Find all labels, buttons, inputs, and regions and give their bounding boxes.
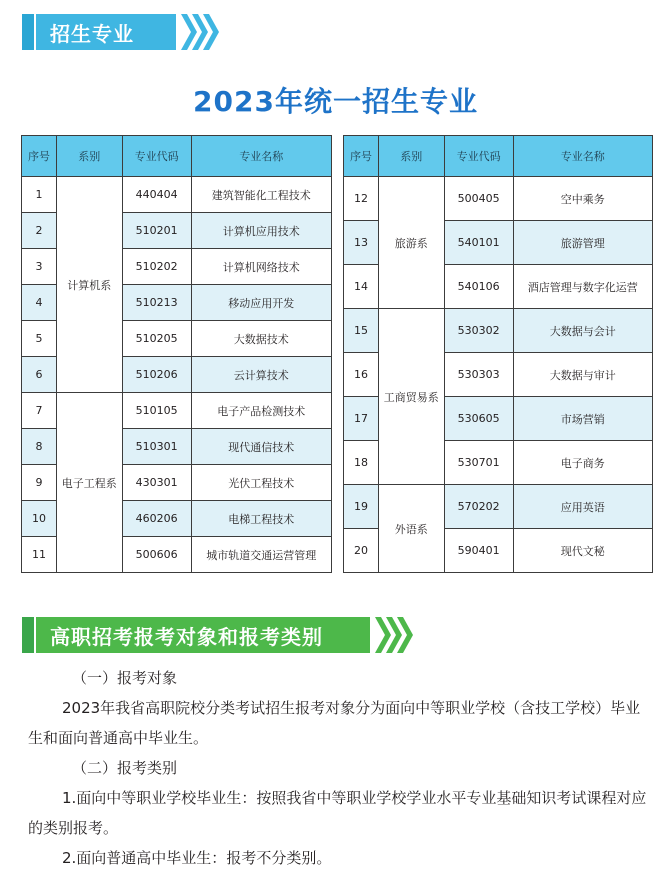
cell-no: 13 bbox=[344, 221, 379, 265]
header-accent-bar bbox=[22, 14, 34, 50]
cell-name: 市场营销 bbox=[513, 397, 652, 441]
cell-dept: 外语系 bbox=[378, 485, 444, 573]
cell-no: 7 bbox=[22, 393, 57, 429]
cell-name: 大数据与会计 bbox=[513, 309, 652, 353]
cell-code: 530701 bbox=[444, 441, 513, 485]
cell-name: 计算机应用技术 bbox=[191, 213, 331, 249]
cell-code: 440404 bbox=[122, 177, 191, 213]
cell-no: 4 bbox=[22, 285, 57, 321]
table-header-row bbox=[22, 136, 332, 177]
majors-table-right bbox=[343, 135, 653, 573]
cell-code: 510213 bbox=[122, 285, 191, 321]
cell-code: 540101 bbox=[444, 221, 513, 265]
cell-no: 5 bbox=[22, 321, 57, 357]
cell-no: 20 bbox=[344, 529, 379, 573]
cell-code: 460206 bbox=[122, 501, 191, 537]
header-dept: 系别 bbox=[56, 136, 122, 177]
section-title: 招生专业 bbox=[36, 14, 176, 50]
cell-no: 10 bbox=[22, 501, 57, 537]
cell-code: 510105 bbox=[122, 393, 191, 429]
cell-name: 空中乘务 bbox=[513, 177, 652, 221]
cell-name: 计算机网络技术 bbox=[191, 249, 331, 285]
paragraph-applicants: 2023年我省高职院校分类考试招生报考对象分为面向中等职业学校（含技工学校）毕业生和面向普通高中毕业生。 bbox=[28, 699, 641, 747]
cell-code: 510206 bbox=[122, 357, 191, 393]
cell-name: 酒店管理与数字化运营 bbox=[513, 265, 652, 309]
cell-code: 500606 bbox=[122, 537, 191, 573]
cell-name: 移动应用开发 bbox=[191, 285, 331, 321]
subheading-categories: （二）报考类别 bbox=[72, 759, 178, 777]
cell-name: 建筑智能化工程技术 bbox=[191, 177, 331, 213]
header-no: 序号 bbox=[22, 136, 57, 177]
cell-code: 590401 bbox=[444, 529, 513, 573]
header-dept: 系别 bbox=[378, 136, 444, 177]
page-title: 2023年统一招生专业 bbox=[193, 85, 478, 118]
stripe-decoration-icon bbox=[181, 14, 227, 50]
cell-dept: 电子工程系 bbox=[56, 393, 122, 573]
cell-code: 510201 bbox=[122, 213, 191, 249]
cell-name: 大数据与审计 bbox=[513, 353, 652, 397]
cell-name: 电子产品检测技术 bbox=[191, 393, 331, 429]
cell-no: 3 bbox=[22, 249, 57, 285]
cell-code: 510301 bbox=[122, 429, 191, 465]
header-accent-bar bbox=[22, 617, 34, 653]
table-row bbox=[22, 177, 332, 213]
cell-no: 15 bbox=[344, 309, 379, 353]
cell-no: 18 bbox=[344, 441, 379, 485]
table-row bbox=[344, 309, 653, 353]
cell-code: 510202 bbox=[122, 249, 191, 285]
cell-no: 8 bbox=[22, 429, 57, 465]
cell-no: 11 bbox=[22, 537, 57, 573]
cell-code: 540106 bbox=[444, 265, 513, 309]
cell-dept: 旅游系 bbox=[378, 177, 444, 309]
paragraph-category-1: 1.面向中等职业学校毕业生：按照我省中等职业学校学业水平专业基础知识考试课程对应的类别报考。 bbox=[28, 789, 647, 837]
cell-name: 现代文秘 bbox=[513, 529, 652, 573]
header-name: 专业名称 bbox=[513, 136, 652, 177]
cell-no: 14 bbox=[344, 265, 379, 309]
cell-name: 大数据技术 bbox=[191, 321, 331, 357]
header-no: 序号 bbox=[344, 136, 379, 177]
cell-no: 6 bbox=[22, 357, 57, 393]
section-title: 高职招考报考对象和报考类别 bbox=[36, 617, 370, 653]
header-code: 专业代码 bbox=[444, 136, 513, 177]
cell-no: 9 bbox=[22, 465, 57, 501]
cell-code: 530302 bbox=[444, 309, 513, 353]
subheading-applicants: （一）报考对象 bbox=[72, 669, 178, 687]
paragraph-category-2: 2.面向普通高中毕业生：报考不分类别。 bbox=[62, 849, 332, 867]
majors-table-left bbox=[21, 135, 332, 573]
cell-name: 现代通信技术 bbox=[191, 429, 331, 465]
table-row bbox=[344, 177, 653, 221]
cell-name: 光伏工程技术 bbox=[191, 465, 331, 501]
cell-no: 12 bbox=[344, 177, 379, 221]
cell-name: 应用英语 bbox=[513, 485, 652, 529]
cell-name: 旅游管理 bbox=[513, 221, 652, 265]
cell-no: 2 bbox=[22, 213, 57, 249]
cell-code: 500405 bbox=[444, 177, 513, 221]
cell-dept: 工商贸易系 bbox=[378, 309, 444, 485]
table-row bbox=[344, 485, 653, 529]
header-code: 专业代码 bbox=[122, 136, 191, 177]
cell-name: 云计算技术 bbox=[191, 357, 331, 393]
cell-no: 16 bbox=[344, 353, 379, 397]
cell-name: 电子商务 bbox=[513, 441, 652, 485]
cell-dept: 计算机系 bbox=[56, 177, 122, 393]
cell-name: 城市轨道交通运营管理 bbox=[191, 537, 331, 573]
cell-no: 19 bbox=[344, 485, 379, 529]
table-header-row bbox=[344, 136, 653, 177]
cell-code: 570202 bbox=[444, 485, 513, 529]
cell-no: 1 bbox=[22, 177, 57, 213]
cell-code: 530303 bbox=[444, 353, 513, 397]
cell-no: 17 bbox=[344, 397, 379, 441]
stripe-decoration-icon bbox=[375, 617, 421, 653]
header-name: 专业名称 bbox=[191, 136, 331, 177]
cell-name: 电梯工程技术 bbox=[191, 501, 331, 537]
table-row bbox=[22, 393, 332, 429]
cell-code: 510205 bbox=[122, 321, 191, 357]
cell-code: 530605 bbox=[444, 397, 513, 441]
cell-code: 430301 bbox=[122, 465, 191, 501]
